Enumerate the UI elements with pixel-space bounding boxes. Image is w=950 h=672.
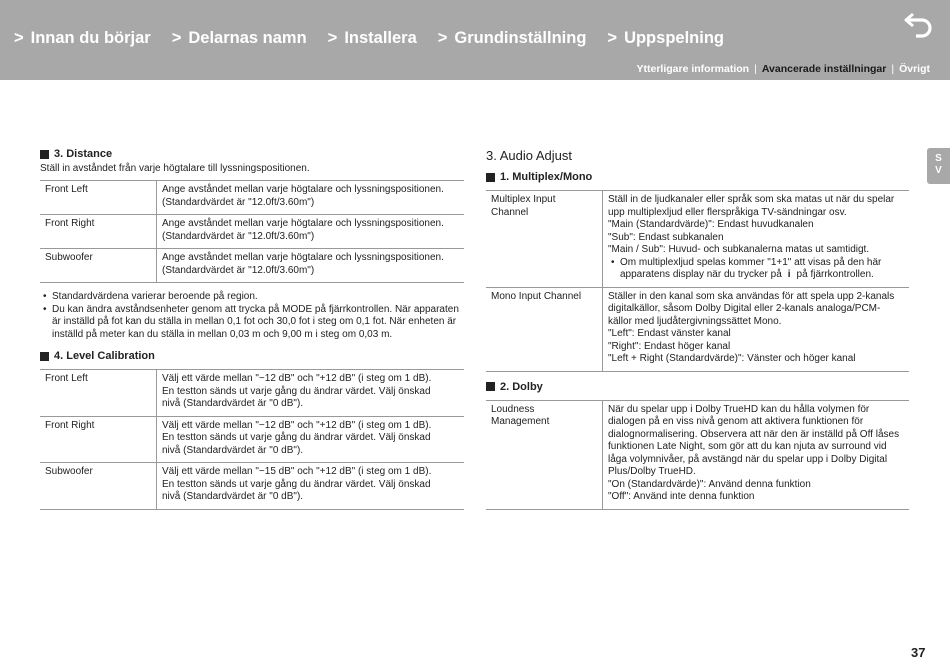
section-heading-distance: 3. Distance <box>40 148 464 160</box>
language-tab[interactable] <box>927 148 950 184</box>
setting-label: Multiplex Input Channel <box>486 191 603 288</box>
back-arrow-icon[interactable] <box>904 10 936 38</box>
dolby-table <box>486 400 909 510</box>
nav-delarnas-namn[interactable]: > Delarnas namn <box>171 29 307 47</box>
table-row <box>40 249 464 283</box>
nav-innan-du-borjar[interactable]: > Innan du börjar <box>14 29 151 47</box>
page-number: 37 <box>911 645 926 660</box>
square-bullet-icon <box>40 150 49 159</box>
language-letter-1: S <box>935 153 942 164</box>
note-item: • Du kan ändra avståndsenheter genom att trycka på MODE på fjärrkontrollen. När apparaten är inställd på fot kan du ställa in mellan 0,1 fot och 30,0 fot i steg om 0,1 fot. När enheten är inställd på meter kan du ställa in mellan 0,03 m och 9,00 m i steg om 0,03 m. <box>40 304 464 342</box>
setting-label: Loudness Management <box>486 400 603 509</box>
distance-notes <box>40 291 464 341</box>
left-column <box>40 148 464 510</box>
section-heading-multiplex-mono: 1. Multiplex/Mono <box>486 171 909 183</box>
header-bar <box>0 0 950 80</box>
setting-label: Subwoofer <box>40 249 157 283</box>
main-nav <box>14 29 745 48</box>
table-row <box>486 400 909 509</box>
setting-description: Ange avståndet mellan varje högtalare och lyssningspositionen. (Standardvärdet är "12.0ft/3.60m") <box>157 181 465 215</box>
nav-uppspelning[interactable]: > Uppspelning <box>607 29 724 47</box>
setting-label: Front Right <box>40 416 157 463</box>
table-row <box>486 191 909 288</box>
multiplex-table <box>486 190 909 372</box>
right-column <box>486 148 909 510</box>
setting-description: Ställer in den kanal som ska användas för att spela upp 2-kanals digitalkällor, såsom Dolby Digital eller 2-kanals analoga/PCM-källor med ljudåtergivningssättet Mono. "Left": Endast vänster kanal "Right": Endast höger kanal "Left + Right (Standardvärde)": Vänster och höger kanal <box>603 287 910 371</box>
note-item: • Standardvärdena varierar beroende på region. <box>40 291 464 304</box>
nav-grundinstallning[interactable]: > Grundinställning <box>437 29 587 47</box>
subnav-separator: | <box>754 63 757 75</box>
setting-label: Subwoofer <box>40 463 157 510</box>
setting-label: Front Left <box>40 370 157 417</box>
distance-intro: Ställ in avståndet från varje högtalare till lyssningspositionen. <box>40 163 310 174</box>
section-heading-dolby: 2. Dolby <box>486 381 909 393</box>
setting-label: Mono Input Channel <box>486 287 603 371</box>
setting-label: Front Right <box>40 215 157 249</box>
setting-description: Ange avståndet mellan varje högtalare och lyssningspositionen. (Standardvärdet är "12.0ft/3.60m") <box>157 215 465 249</box>
multiplex-bullet: • Om multiplexljud spelas kommer "1+1" att visas på den här apparatens display när du trycker på i på fjärrkontrollen. <box>608 257 904 282</box>
square-bullet-icon <box>40 352 49 361</box>
setting-description: Välj ett värde mellan "−12 dB" och "+12 dB" (i steg om 1 dB). En testton sänds ut varje gång du ändrar värdet. Välj önskad nivå (Standardvärdet är "0 dB"). <box>157 416 465 463</box>
table-row <box>40 181 464 215</box>
nav-installera[interactable]: > Installera <box>327 29 417 47</box>
subnav-avancerade-installningar[interactable]: Avancerade inställningar <box>761 63 887 75</box>
table-row <box>40 215 464 249</box>
section-heading-level-calibration: 4. Level Calibration <box>40 350 464 362</box>
setting-description: Ställ in de ljudkanaler eller språk som ska matas ut när du spelar upp multiplexljud eller flerspråkiga TV-sändningar osv. "Main (Standardvärde)": Endast huvudkanalen "Sub": Endast subkanalen "Main / Sub": Huvud- och subkanalerna matas ut samtidigt. • Om multiplexljud spelas kommer "1+1" att visas på den här apparatens display när du trycker på i på fjärrkontrollen. <box>603 191 910 288</box>
language-letter-2: V <box>935 165 942 176</box>
info-button-icon: i <box>787 269 791 280</box>
distance-table <box>40 180 464 283</box>
table-row <box>40 370 464 417</box>
sub-nav <box>637 63 931 75</box>
setting-description: Välj ett värde mellan "−15 dB" och "+12 dB" (i steg om 1 dB). En testton sänds ut varje gång du ändrar värdet. Välj önskad nivå (Standardvärdet är "0 dB"). <box>157 463 465 510</box>
setting-description: Ange avståndet mellan varje högtalare och lyssningspositionen. (Standardvärdet är "12.0ft/3.60m") <box>157 249 465 283</box>
setting-description: När du spelar upp i Dolby TrueHD kan du hålla volymen för dialogen på en viss nivå genom att aktivera funktionen för dialognormalisering. Observera att när den är inställd på Off låses funktionen Late Night, som gör att du kan njuta av surround vid låga volymnivåer, på avstängd när du spelar upp i Dolby Digital Plus/Dolby TrueHD. "On (Standardvärde)": Använd denna funktion "Off": Använd inte denna funktion <box>603 400 910 509</box>
square-bullet-icon <box>486 382 495 391</box>
setting-label: Front Left <box>40 181 157 215</box>
setting-description: Välj ett värde mellan "−12 dB" och "+12 dB" (i steg om 1 dB). En testton sänds ut varje gång du ändrar värdet. Välj önskad nivå (Standardvärdet är "0 dB"). <box>157 370 465 417</box>
table-row <box>486 287 909 371</box>
subnav-separator: | <box>891 63 895 75</box>
table-row <box>40 463 464 510</box>
subnav-ovrigt[interactable]: Övrigt <box>899 63 930 75</box>
table-row <box>40 416 464 463</box>
section-heading-audio-adjust: 3. Audio Adjust <box>486 148 573 163</box>
subnav-ytterligare-information[interactable]: Ytterligare information <box>636 63 750 75</box>
level-calibration-table <box>40 369 464 510</box>
square-bullet-icon <box>486 173 495 182</box>
